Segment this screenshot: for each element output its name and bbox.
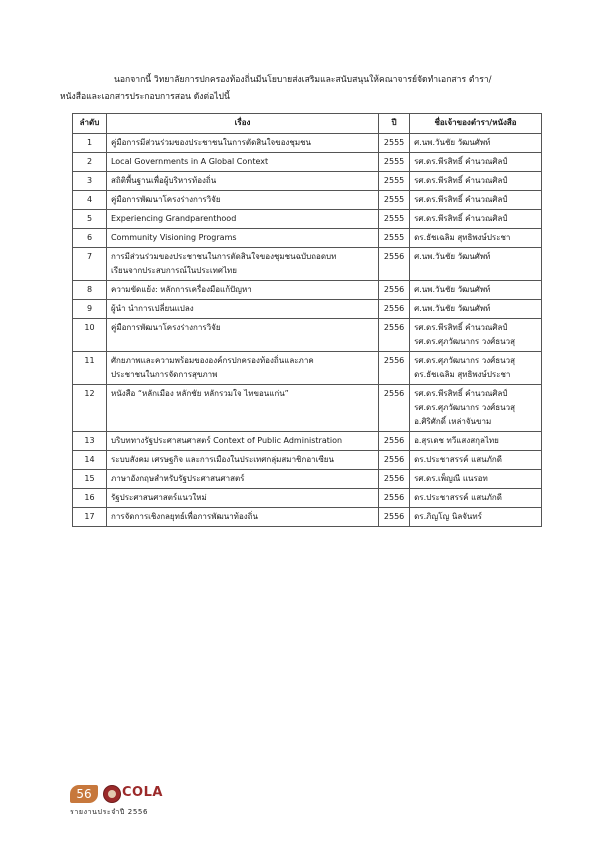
textbook-table [72, 113, 542, 527]
row-number: 5 [73, 210, 107, 229]
row-author [410, 229, 542, 248]
intro-paragraph [60, 72, 542, 106]
row-number: 10 [73, 319, 107, 352]
title-line: คู่มือการพัฒนาโครงร่างการวิจัย [110, 323, 221, 332]
row-author [410, 153, 542, 172]
row-title [106, 300, 378, 319]
title-line: ศักยภาพและความพร้อมขององค์กรปกครองท้องถิ่นและภาค [110, 356, 314, 365]
row-title [106, 210, 378, 229]
row-year: 2555 [379, 229, 410, 248]
row-number: 17 [73, 508, 107, 527]
row-title [106, 153, 378, 172]
row-title [106, 319, 378, 352]
row-author [410, 319, 542, 352]
author-line: รศ.ดร.พีรสิทธิ์ คำนวณศิลป์ [414, 157, 508, 166]
row-number: 15 [73, 470, 107, 489]
table-row [73, 134, 542, 153]
header-author: ชื่อเจ้าของตำรา/หนังสือ [410, 114, 542, 134]
row-title [106, 172, 378, 191]
author-line: รศ.ดร.พีรสิทธิ์ คำนวณศิลป์ [414, 195, 508, 204]
row-author [410, 508, 542, 527]
row-number: 16 [73, 489, 107, 508]
row-author [410, 470, 542, 489]
title-line: คู่มือการพัฒนาโครงร่างการวิจัย [110, 195, 221, 204]
row-number: 12 [73, 385, 107, 432]
table-row [73, 352, 542, 385]
row-title [106, 134, 378, 153]
table-row [73, 489, 542, 508]
table-row [73, 451, 542, 470]
author-line: ศ.นพ.วันชัย วัฒนศัพท์ [414, 285, 491, 294]
table-row [73, 172, 542, 191]
row-year: 2556 [379, 385, 410, 432]
row-year: 2555 [379, 191, 410, 210]
table-row [73, 385, 542, 432]
table-row [73, 281, 542, 300]
row-number: 4 [73, 191, 107, 210]
title-line: ความขัดแย้ง: หลักการเครื่องมือแก้ปัญหา [110, 285, 252, 294]
annual-report-label: รายงานประจำปี 2556 [70, 808, 149, 816]
table-row [73, 432, 542, 451]
author-line: รศ.ดร.ศุภวัฒนากร วงศ์ธนวสุ [414, 356, 515, 365]
table-row [73, 191, 542, 210]
row-author [410, 432, 542, 451]
row-number: 2 [73, 153, 107, 172]
title-line: ภาษาอังกฤษสำหรับรัฐประศาสนศาสตร์ [110, 474, 245, 483]
table-row [73, 153, 542, 172]
author-line: รศ.ดร.พีรสิทธิ์ คำนวณศิลป์ [414, 323, 508, 332]
row-author [410, 134, 542, 153]
row-year: 2556 [379, 489, 410, 508]
table-row [73, 470, 542, 489]
row-title [106, 432, 378, 451]
table-row [73, 229, 542, 248]
author-line: ดร.ประชาสรรค์ แสนภักดี [414, 455, 502, 464]
row-year: 2555 [379, 153, 410, 172]
row-year: 2556 [379, 451, 410, 470]
row-year: 2556 [379, 248, 410, 281]
row-author [410, 352, 542, 385]
table-row [73, 319, 542, 352]
row-number: 9 [73, 300, 107, 319]
author-line: ดร.ประชาสรรค์ แสนภักดี [414, 493, 502, 502]
table-body [73, 134, 542, 527]
row-title [106, 470, 378, 489]
author-line: ดร.ธัชเฉลิม สุทธิพงษ์ประชา [414, 233, 511, 242]
author-line: ดร.ภิญโญ นิลจันทร์ [414, 512, 482, 521]
row-year: 2555 [379, 172, 410, 191]
row-author [410, 172, 542, 191]
row-number: 11 [73, 352, 107, 385]
title-line: การมีส่วนร่วมของประชาชนในการตัดสินใจของชุมชนฉบับถอดบท [110, 252, 337, 261]
author-line: รศ.ดร.พีรสิทธิ์ คำนวณศิลป์ [414, 214, 508, 223]
row-author [410, 281, 542, 300]
title-line: Experiencing Grandparenthood [110, 214, 237, 223]
row-year: 2555 [379, 210, 410, 229]
author-line: รศ.ดร.เพ็ญณี แนรอท [414, 474, 488, 483]
row-title [106, 248, 378, 281]
title-line: ระบบสังคม เศรษฐกิจ และการเมืองในประเทศกลุ่มสมาชิกอาเซียน [110, 455, 334, 464]
header-no: ลำดับ [73, 114, 107, 134]
header-year: ปี [379, 114, 410, 134]
row-year: 2556 [379, 432, 410, 451]
title-line: หนังสือ “หลักเมือง หลักชัย หลักรวมใจ ไทขอนแก่น” [110, 389, 289, 398]
row-title [106, 385, 378, 432]
row-author [410, 451, 542, 470]
author-line: อ.สุรเดช ทวีแสงสกุลไทย [414, 436, 499, 445]
author-line: รศ.ดร.พีรสิทธิ์ คำนวณศิลป์ [414, 176, 508, 185]
row-author [410, 210, 542, 229]
row-number: 3 [73, 172, 107, 191]
table-row [73, 210, 542, 229]
row-author [410, 248, 542, 281]
row-year: 2556 [379, 300, 410, 319]
row-year: 2556 [379, 352, 410, 385]
row-year: 2555 [379, 134, 410, 153]
author-line: ศ.นพ.วันชัย วัฒนศัพท์ [414, 304, 491, 313]
intro-line-2: หนังสือและเอกสารประกอบการสอน ดังต่อไปนี้ [60, 92, 230, 102]
row-year: 2556 [379, 281, 410, 300]
university-seal-icon [103, 785, 121, 803]
cola-logo: COLA [122, 785, 163, 800]
title-line: Community Visioning Programs [110, 233, 237, 242]
row-year: 2556 [379, 319, 410, 352]
intro-line-1: นอกจากนี้ วิทยาลัยการปกครองท้องถิ่นมีนโยบายส่งเสริมและสนับสนุนให้คณาจารย์จัดทำเอกสาร ตำรา/ [114, 75, 492, 85]
author-line: รศ.ดร.พีรสิทธิ์ คำนวณศิลป์ [414, 389, 508, 398]
title-line: Local Governments in A Global Context [110, 157, 269, 166]
row-author [410, 489, 542, 508]
row-author [410, 385, 542, 432]
row-number: 14 [73, 451, 107, 470]
title-line: เรียนจากประสบการณ์ในประเทศไทย [110, 266, 237, 275]
row-title [106, 489, 378, 508]
title-line: สถิติพื้นฐานเพื่อผู้บริหารท้องถิ่น [110, 176, 217, 185]
row-title [106, 451, 378, 470]
row-year: 2556 [379, 508, 410, 527]
title-line: รัฐประศาสนศาสตร์แนวใหม่ [110, 493, 207, 502]
row-number: 8 [73, 281, 107, 300]
author-line: อ.ศิริศักดิ์ เหล่าจันขาม [414, 417, 492, 426]
row-author [410, 191, 542, 210]
row-author [410, 300, 542, 319]
row-number: 7 [73, 248, 107, 281]
author-line: รศ.ดร.ศุภวัฒนากร วงศ์ธนวสุ [414, 337, 515, 346]
row-year: 2556 [379, 470, 410, 489]
title-line: ผู้นำ นำการเปลี่ยนแปลง [110, 304, 194, 313]
row-title [106, 191, 378, 210]
title-line: การจัดการเชิงกลยุทธ์เพื่อการพัฒนาท้องถิ่น [110, 512, 258, 521]
page-number-badge: 56 [70, 785, 98, 803]
author-line: ดร.ธัชเฉลิม สุทธิพงษ์ประชา [414, 370, 511, 379]
header-row [73, 114, 542, 134]
row-number: 13 [73, 432, 107, 451]
title-line: ประชาชนในการจัดการสุขภาพ [110, 370, 218, 379]
table-row [73, 248, 542, 281]
row-title [106, 229, 378, 248]
title-line: บริบททางรัฐประศาสนศาสตร์ Context of Public Administration [110, 436, 343, 445]
author-line: ศ.นพ.วันชัย วัฒนศัพท์ [414, 252, 491, 261]
table-row [73, 508, 542, 527]
row-number: 6 [73, 229, 107, 248]
row-title [106, 352, 378, 385]
row-title [106, 281, 378, 300]
row-number: 1 [73, 134, 107, 153]
row-title [106, 508, 378, 527]
title-line: คู่มือการมีส่วนร่วมของประชาชนในการตัดสินใจของชุมชน [110, 138, 312, 147]
author-line: ศ.นพ.วันชัย วัฒนศัพท์ [414, 138, 491, 147]
table-row [73, 300, 542, 319]
author-line: รศ.ดร.ศุภวัฒนากร วงศ์ธนวสุ [414, 403, 515, 412]
table-header [73, 114, 542, 134]
header-title: เรื่อง [106, 114, 378, 134]
